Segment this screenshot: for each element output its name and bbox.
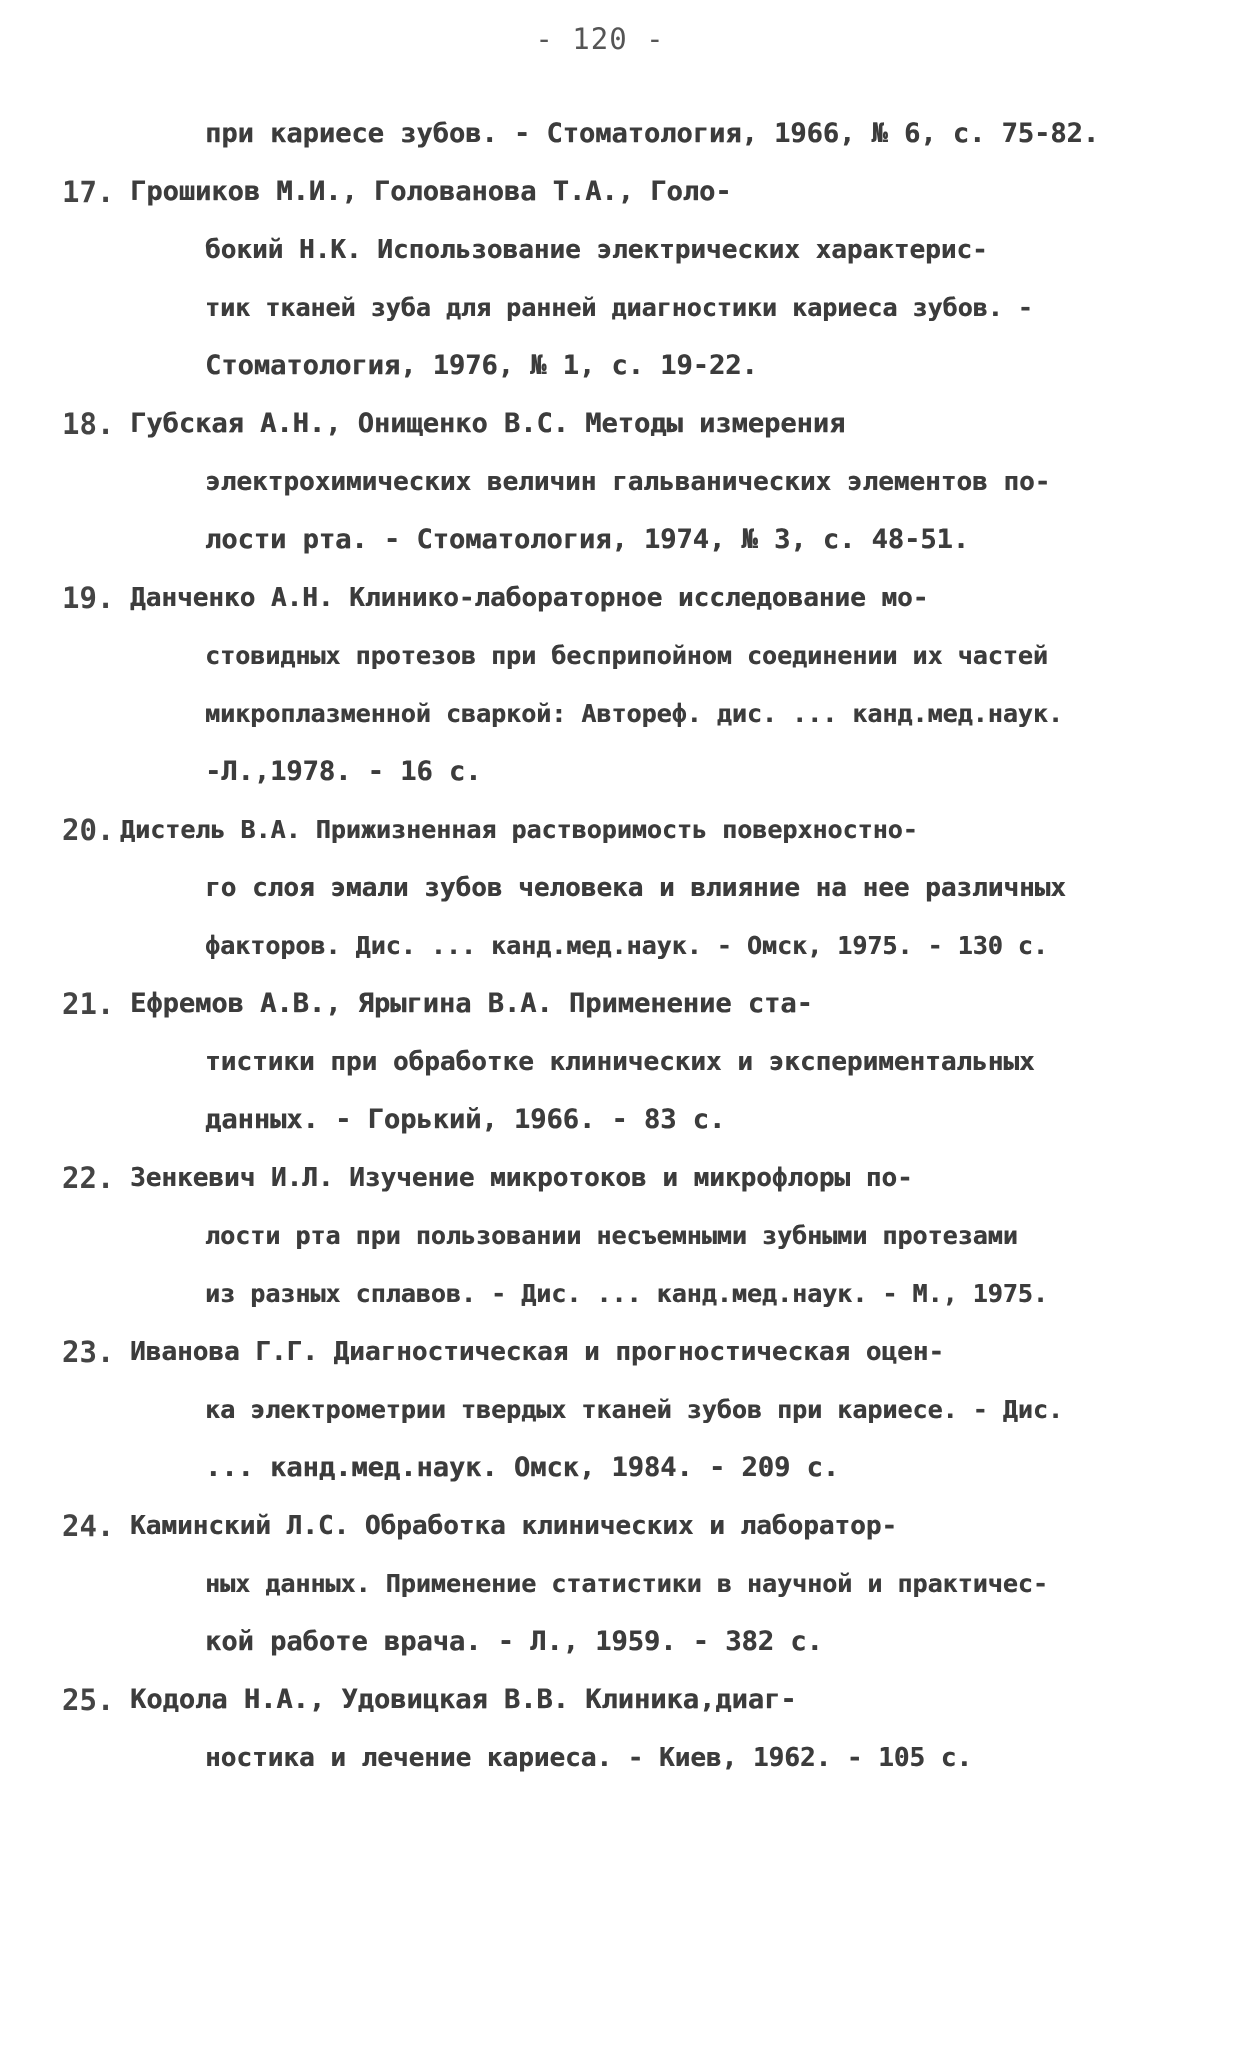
entry-24-first-line: Каминский Л.С. Обработка клинических и лаборатор- — [130, 1511, 898, 1541]
entry-24-line: ных данных. Применение статистики в научной и практичес- — [205, 1569, 1048, 1598]
entry-22-first-line: Зенкевич И.Л. Изучение микротоков и микрофлоры по- — [130, 1163, 913, 1193]
entry-17-line: бокий Н.К. Использование электрических характерис- — [205, 235, 988, 265]
entry-18-first-line: Губская А.Н., Онищенко В.С. Методы измерения — [130, 408, 846, 439]
entry-number-24: 24. — [62, 1509, 115, 1543]
entry-number-20: 20. — [62, 813, 115, 847]
entry-number-18: 18. — [62, 407, 115, 441]
entry-23-line: ... канд.мед.наук. Омск, 1984. - 209 с. — [205, 1452, 839, 1483]
entry-number-21: 21. — [62, 987, 115, 1021]
entry-number-22: 22. — [62, 1161, 115, 1195]
entry-19-first-line: Данченко А.Н. Клинико-лабораторное исследование мо- — [130, 583, 929, 613]
entry-25-line: ностика и лечение кариеса. - Киев, 1962. - 105 с. — [205, 1743, 973, 1773]
entry-24-line: кой работе врача. - Л., 1959. - 382 с. — [205, 1626, 823, 1657]
entry-17-first-line: Грошиков М.И., Голованова Т.А., Голо- — [130, 176, 732, 207]
entry-17-line: Стоматология, 1976, № 1, с. 19-22. — [205, 350, 758, 381]
entry-22-line: лости рта при пользовании несъемными зубными протезами — [205, 1221, 1018, 1250]
entry-number-17: 17. — [62, 175, 115, 209]
entry-number-19: 19. — [62, 581, 115, 615]
entry-number-23: 23. — [62, 1335, 115, 1369]
entry-20-line: го слоя эмали зубов человека и влияние на нее различных — [205, 873, 1066, 903]
entry-22-line: из разных сплавов. - Дис. ... канд.мед.наук. - М., 1975. — [205, 1279, 1048, 1308]
entry-20-line: факторов. Дис. ... канд.мед.наук. - Омск, 1975. - 130 с. — [205, 931, 1048, 960]
entry-19-line: стовидных протезов при бесприпойном соединении их частей — [205, 641, 1048, 670]
entry-18-line: электрохимических величин гальванических элементов по- — [205, 467, 1051, 497]
page-number: - 120 - — [535, 22, 665, 56]
entry-18-line: лости рта. - Стоматология, 1974, № 3, с. 48-51. — [205, 524, 970, 555]
entry-25-first-line: Кодола Н.А., Удовицкая В.В. Клиника,диаг- — [130, 1684, 797, 1715]
entry-21-line: тистики при обработке клинических и экспериментальных — [205, 1047, 1035, 1077]
entry-19-line: -Л.,1978. - 16 с. — [205, 756, 482, 787]
entry-21-line: данных. - Горький, 1966. - 83 с. — [205, 1104, 726, 1135]
entry-20-first-line: Дистель В.А. Прижизненная растворимость поверхностно- — [120, 815, 918, 844]
entry-continuation-line: при кариесе зубов. - Стоматология, 1966, № 6, с. 75-82. — [205, 118, 1100, 149]
entry-17-line: тик тканей зуба для ранней диагностики кариеса зубов. - — [205, 293, 1033, 322]
entry-19-line: микроплазменной сваркой: Автореф. дис. ... канд.мед.наук. — [205, 699, 1063, 728]
entry-23-first-line: Иванова Г.Г. Диагностическая и прогностическая оцен- — [130, 1337, 944, 1367]
entry-number-25: 25. — [62, 1683, 115, 1717]
entry-23-line: ка электрометрии твердых тканей зубов при кариесе. - Дис. — [205, 1395, 1063, 1424]
entry-21-first-line: Ефремов А.В., Ярыгина В.А. Применение ста- — [130, 988, 813, 1019]
